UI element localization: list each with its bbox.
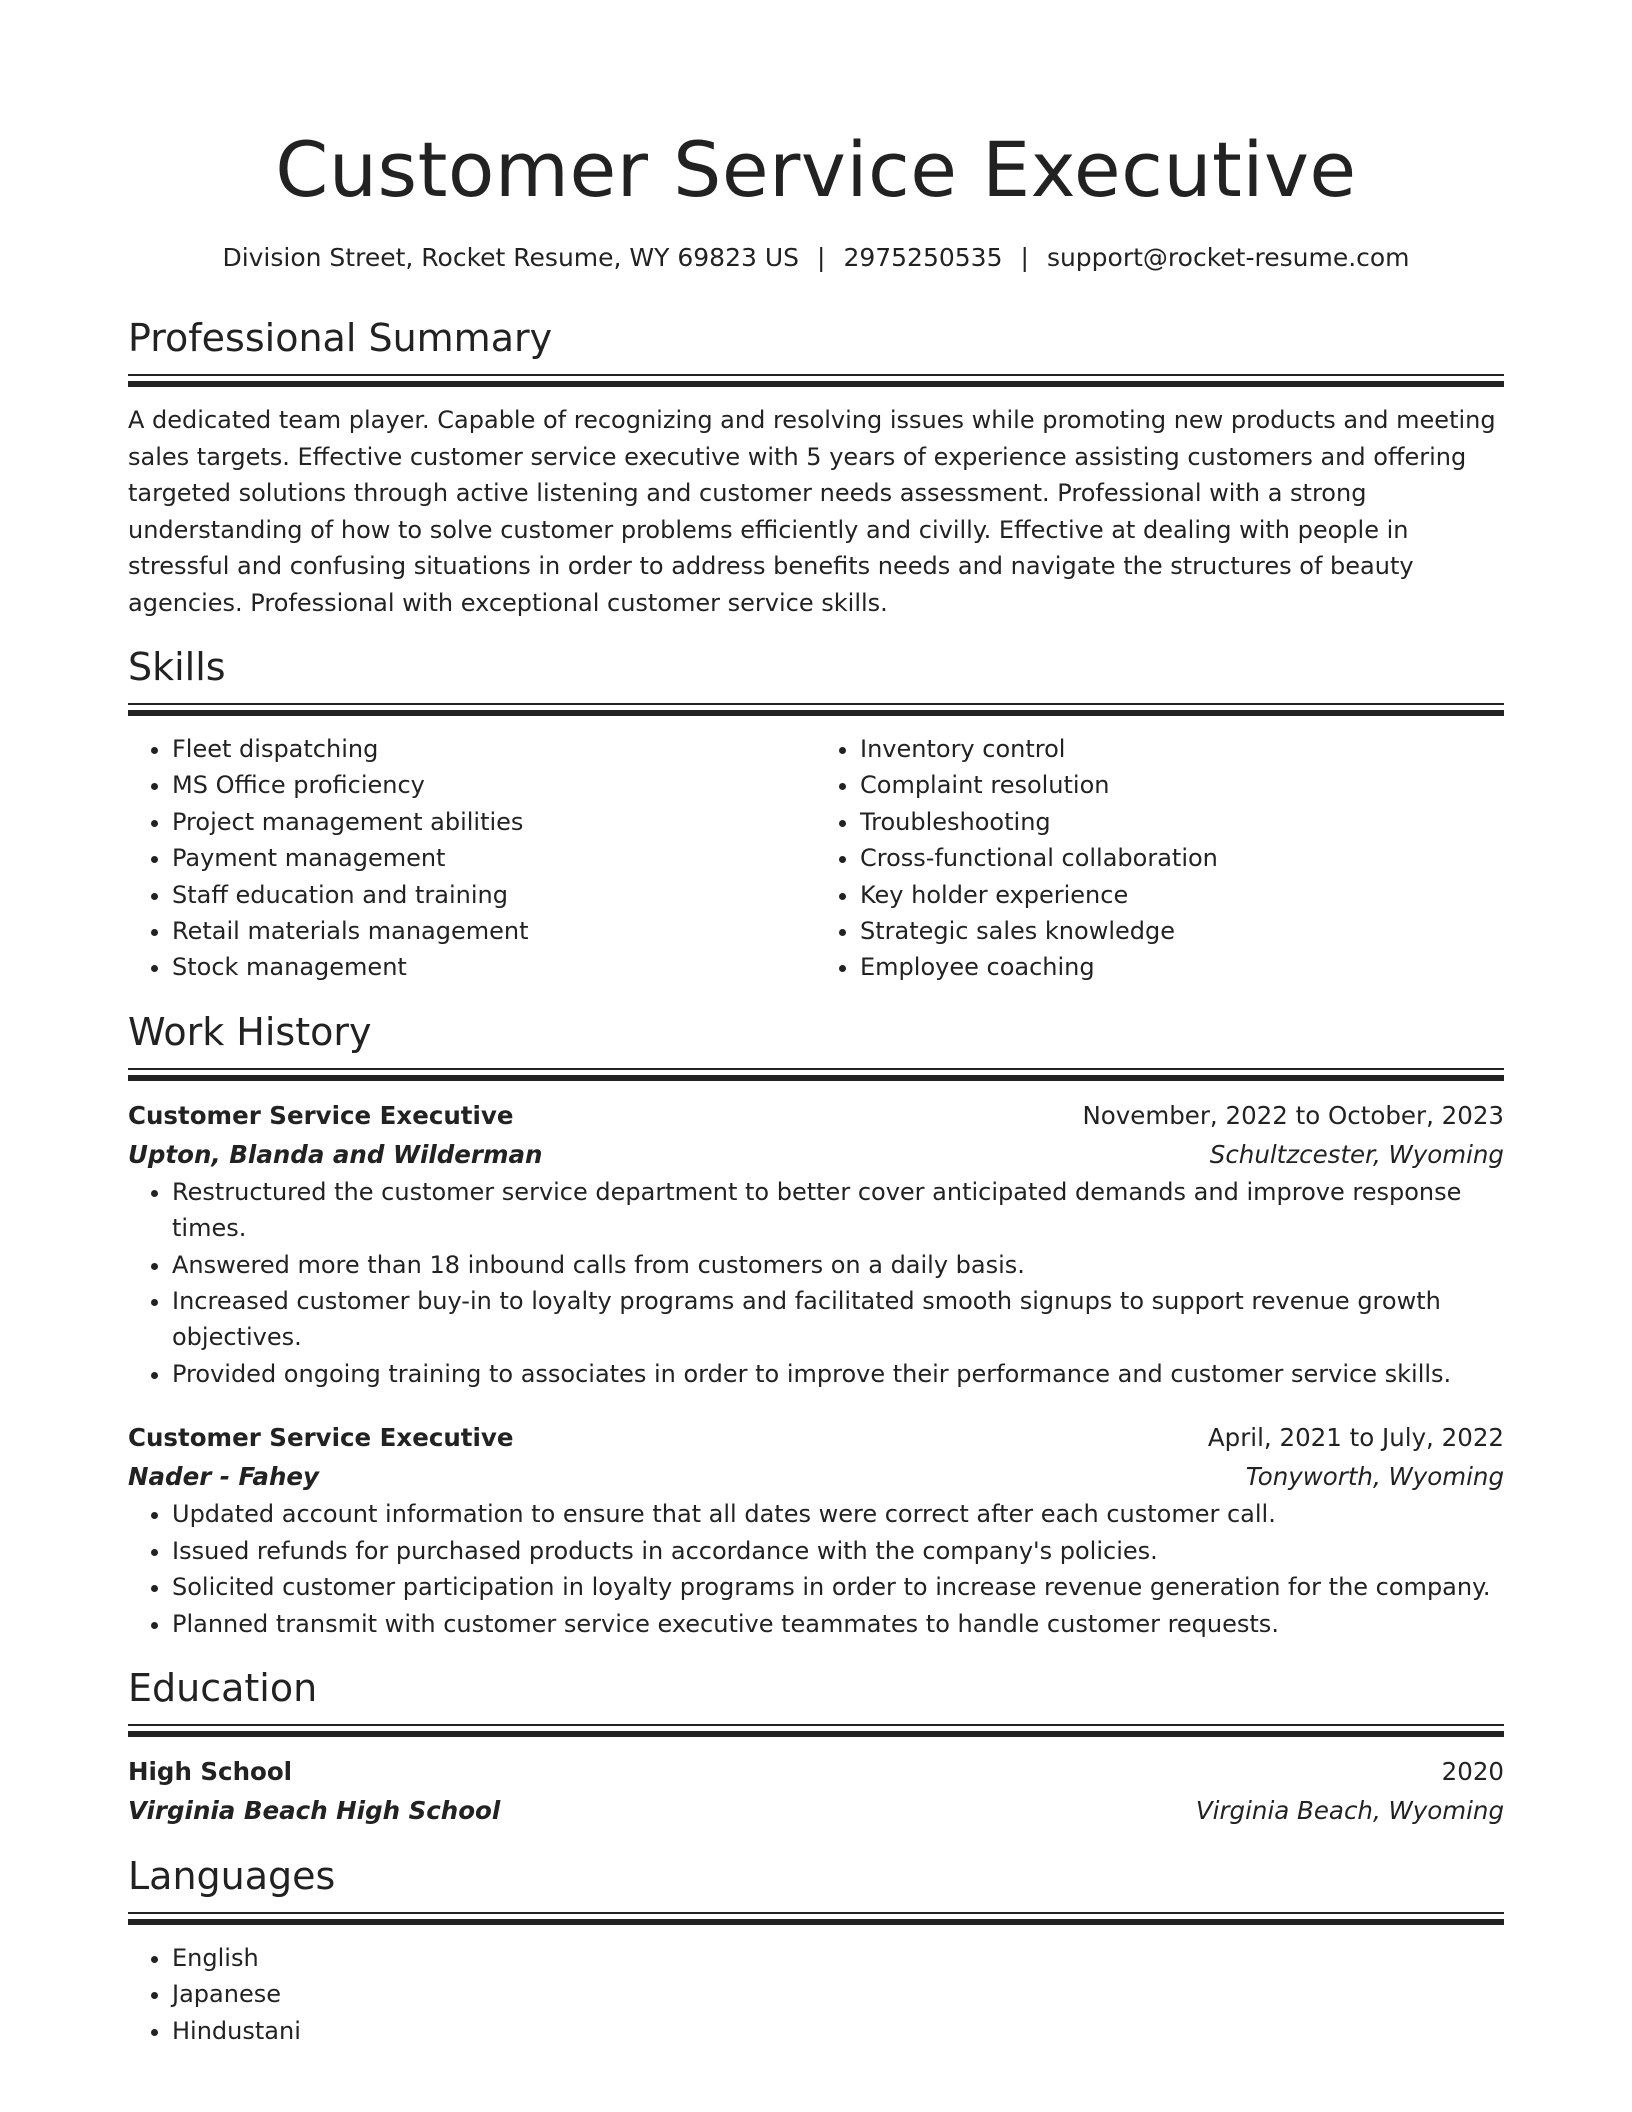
section-heading-skills: Skills — [128, 645, 226, 689]
job-bullet: • Planned transmit with customer service executive teammates to handle customer requests. — [172, 1606, 1504, 1642]
contact-address: Division Street, Rocket Resume, WY 69823 US — [222, 243, 799, 272]
job-bullet: • Issued refunds for purchased products in accordance with the company's policies. — [172, 1533, 1504, 1569]
skills-column-right — [816, 731, 1504, 986]
education-entry — [128, 1752, 1504, 1830]
section-divider — [128, 1912, 1504, 1926]
job-entry — [128, 1096, 1504, 1392]
job-location: Schultzcester, Wyoming — [1209, 1139, 1504, 1169]
section-divider — [128, 1068, 1504, 1082]
contact-separator: | — [817, 243, 826, 272]
skill-item: • Retail materials management — [172, 913, 816, 949]
section-divider — [128, 703, 1504, 717]
job-company: Upton, Blanda and Wilderman — [128, 1139, 543, 1169]
education-school: Virginia Beach High School — [128, 1795, 501, 1825]
education-section — [128, 1664, 1504, 1830]
education-location: Virginia Beach, Wyoming — [1195, 1795, 1504, 1825]
job-bullet: • Answered more than 18 inbound calls from customers on a daily basis. — [172, 1247, 1504, 1283]
skill-item: • Inventory control — [860, 731, 1504, 767]
skill-item: • Key holder experience — [860, 877, 1504, 913]
section-heading-summary: Professional Summary — [128, 316, 553, 360]
skill-item: • Troubleshooting — [860, 804, 1504, 840]
job-company: Nader - Fahey — [128, 1462, 319, 1492]
contact-phone: 2975250535 — [843, 243, 1003, 272]
contact-email: support@rocket-resume.com — [1046, 243, 1410, 272]
job-bullet: • Increased customer buy-in to loyalty programs and facilitated smooth signups to support revenue growth objectives. — [172, 1283, 1504, 1356]
work-history-section — [128, 1008, 1504, 1642]
section-heading-work-history: Work History — [128, 1009, 372, 1054]
job-bullet: • Updated account information to ensure that all dates were correct after each customer call. — [172, 1496, 1504, 1532]
skills-column-left — [128, 731, 816, 986]
job-bullet: • Solicited customer participation in loyalty programs in order to increase revenue generation for the company. — [172, 1569, 1504, 1605]
skill-item: • Project management abilities — [172, 804, 816, 840]
section-divider — [128, 374, 1504, 388]
skill-item: • Stock management — [172, 949, 816, 985]
job-location: Tonyworth, Wyoming — [1245, 1462, 1504, 1492]
job-bullet: • Restructured the customer service department to better cover anticipated demands and improve response times. — [172, 1174, 1504, 1247]
job-entry — [128, 1418, 1504, 1642]
skills-columns — [128, 731, 1504, 986]
section-heading-languages: Languages — [128, 1853, 336, 1898]
language-item: • Japanese — [172, 1976, 1504, 2012]
education-year: 2020 — [1441, 1756, 1504, 1786]
job-dates: November, 2022 to October, 2023 — [1082, 1100, 1504, 1130]
skill-item: • Employee coaching — [860, 949, 1504, 985]
skill-item: • Fleet dispatching — [172, 731, 816, 767]
skill-item: • Strategic sales knowledge — [860, 913, 1504, 949]
job-bullet: • Provided ongoing training to associates in order to improve their performance and customer service skills. — [172, 1356, 1504, 1392]
skill-item: • MS Office proficiency — [172, 767, 816, 803]
skill-item: • Staff education and training — [172, 877, 816, 913]
job-title: Customer Service Executive — [128, 1100, 514, 1130]
contact-line — [128, 240, 1504, 276]
job-dates: April, 2021 to July, 2022 — [1207, 1423, 1504, 1453]
skill-item: • Payment management — [172, 840, 816, 876]
summary-text: A dedicated team player. Capable of recognizing and resolving issues while promoting new products and meeting sales targets. Effective customer service executive with 5 years of experience assisting customers and offering targeted solutions through active listening and customer needs assessment. Professional with a strong understanding of how to solve customer problems efficiently and civilly. Effective at dealing with people in stressful and confusing situations in order to address benefits needs and navigate the structures of beauty agencies. Professional with exceptional customer service skills. — [128, 406, 1496, 617]
contact-separator: | — [1020, 243, 1029, 272]
section-divider — [128, 1724, 1504, 1738]
skills-section — [128, 643, 1504, 986]
summary-section — [128, 314, 1504, 621]
languages-list — [128, 1940, 1504, 2049]
skill-item: • Complaint resolution — [860, 767, 1504, 803]
language-item: • English — [172, 1940, 1504, 1976]
skill-item: • Cross-functional collaboration — [860, 840, 1504, 876]
languages-section — [128, 1852, 1504, 2049]
education-degree: High School — [128, 1756, 293, 1786]
job-title: Customer Service Executive — [128, 1423, 514, 1453]
section-heading-education: Education — [128, 1665, 318, 1710]
language-item: • Hindustani — [172, 2013, 1504, 2049]
resume-title: Customer Service Executive — [275, 125, 1357, 214]
